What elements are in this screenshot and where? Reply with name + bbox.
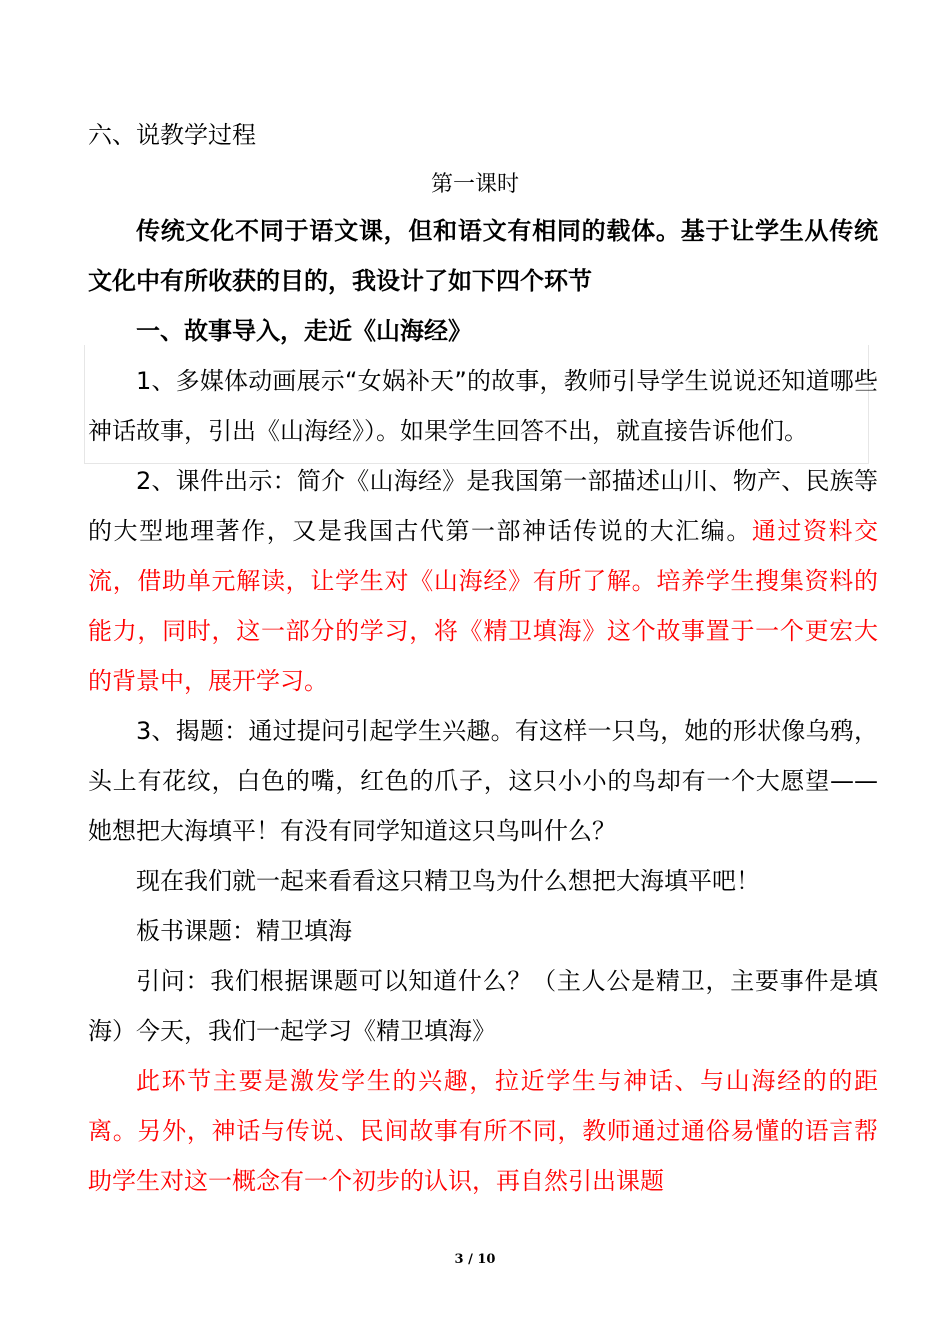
- paragraph-5: 板书课题：精卫填海: [136, 917, 352, 945]
- page-number: 3 / 10: [454, 1252, 496, 1267]
- paragraph-1: 1、多媒体动画展示“女娲补天”的故事，教师引导学生说说还知道哪些神话故事，引出《山海经》）。如果学生回答不出，就直接告诉他们。: [88, 367, 878, 445]
- paragraph-2-commentary: 通过资料交流，借助单元解读，让学生对《山海经》有所了解。培养学生搜集资料的能力，同时，这一部分的学习，将《精卫填海》这个故事置于一个更宏大的背景中，展开学习。: [88, 517, 879, 695]
- paragraph-2: [88, 456, 878, 706]
- section-heading: 六、说教学过程: [88, 121, 256, 149]
- paragraph-2-text: 2、课件出示：简介《山海经》是我国第一部描述山川、物产、民族等的大型地理著作，又是我国古代第一部神话传说的大汇编。: [88, 467, 878, 545]
- part1-title: 一、故事导入，走近《山海经》: [136, 317, 472, 345]
- paragraph-4: 现在我们就一起来看看这只精卫鸟为什么想把大海填平吧！: [136, 867, 760, 895]
- paragraph-6: 引问：我们根据课题可以知道什么？（主人公是精卫，主要事件是填海）今天，我们一起学习《精卫填海》: [88, 967, 878, 1045]
- paragraph-3: 3、揭题：通过提问引起学生兴趣。有这样一只鸟，她的形状像乌鸦，头上有花纹，白色的嘴，红色的爪子，这只小小的鸟却有一个大愿望——她想把大海填平！有没有同学知道这只鸟叫什么？: [88, 717, 878, 845]
- lesson-label: 第一课时: [430, 172, 519, 197]
- intro-paragraph: 传统文化不同于语文课，但和语文有相同的载体。基于让学生从传统文化中有所收获的目的，我设计了如下四个环节: [88, 217, 878, 295]
- paragraph-7-commentary: 此环节主要是激发学生的兴趣，拉近学生与神话、与山海经的的距离。另外，神话与传说、民间故事有所不同，教师通过通俗易懂的语言帮助学生对这一概念有一个初步的认识，再自然引出课题: [88, 1067, 878, 1195]
